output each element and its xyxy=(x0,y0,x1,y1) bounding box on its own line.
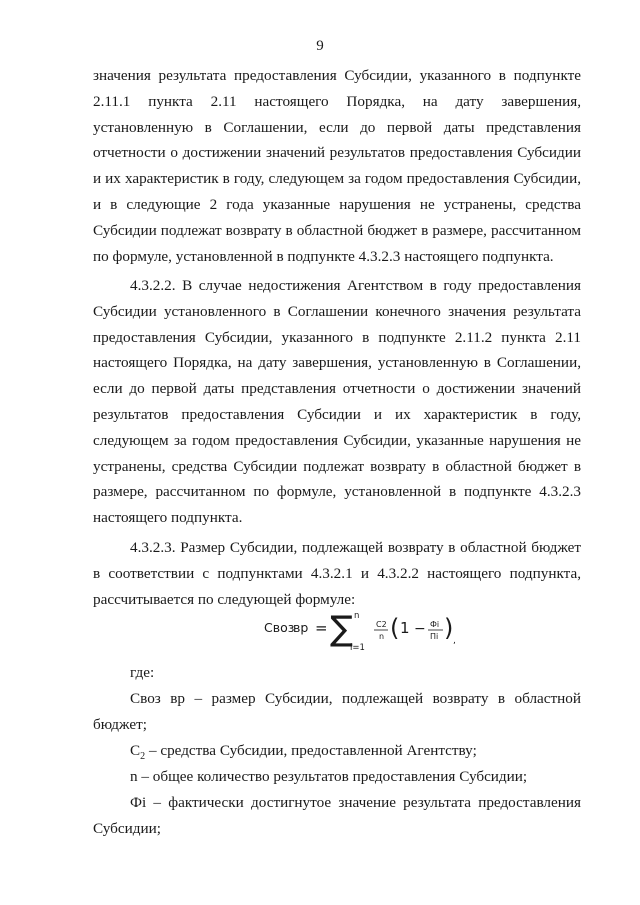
right-paren-icon: ) xyxy=(444,614,454,642)
paragraph-4-3-2-1-continuation: значения результата предоставления Субсидии, указанного в подпункте 2.11.1 пункта 2.11 настоящего Порядка, на дату завершения, установленную в Соглашении, если до первой даты представления отчетности о достижении значений результатов предоставления Субсидии и их характеристик в году, следующем за годом предоставления Субсидии, и в следующие 2 года указанные нарушения не устранены, средства Субсидии подлежат возврату в областной бюджет в размере, рассчитанном по формуле, установленной в подпункте 4.3.2.3 настоящего подпункта. xyxy=(93,67,581,265)
sum-upper-limit: n xyxy=(354,611,360,621)
ratio-numerator: Фi xyxy=(430,620,440,629)
definition-fi: Фi – фактически достигнутое значение результата предоставления Субсидии; xyxy=(93,794,581,837)
formula-lhs: Своз xyxy=(264,620,295,635)
sum-lower-limit: i=1 xyxy=(350,643,365,653)
formula-lhs-suffix: вр xyxy=(293,620,309,635)
definition-c2-text: – средства Субсидии, предоставленной Агентству; xyxy=(145,742,477,759)
formula-equals: = xyxy=(315,619,328,637)
coef-denominator: n xyxy=(379,632,385,641)
left-paren-icon: ( xyxy=(390,614,400,642)
paragraph-4-3-2-2: 4.3.2.2. В случае недостижения Агентством в году предоставления Субсидии установленного в Соглашении конечного значения результата предоставления Субсидии, указанного в подпункте 2.11.2 пункта 2.11 настоящего Порядка, на дату завершения, установленную в Соглашении, если до первой даты представления отчетности о достижении значений результатов предоставления Субсидии и их характеристик в году, следующем за годом предоставления Субсидии, указанные нарушения не устранены, средства Субсидии подлежат возврату в областной бюджет в размере, рассчитанном по формуле, установленной в подпункте 4.3.2.3 настоящего подпункта. xyxy=(93,277,581,527)
definition-svozvr: Своз вр – размер Субсидии, подлежащей возврату в областной бюджет; xyxy=(93,690,581,733)
definition-c2-symbol: С xyxy=(130,742,141,759)
sum-sign-icon: ∑ xyxy=(330,609,353,649)
paragraph-4-3-2-3: 4.3.2.3. Размер Субсидии, подлежащей возврату в областной бюджет в соответствии с подпунктами 4.3.2.1 и 4.3.2.2 настоящего подпункта, рассчитывается по следующей формуле: xyxy=(93,539,581,608)
definition-n: n – общее количество результатов предоставления Субсидии; xyxy=(130,768,528,785)
ratio-denominator: Пi xyxy=(430,632,439,641)
formula-trailing-comma: , xyxy=(453,636,456,646)
return-amount-formula xyxy=(262,606,502,654)
coef-numerator: C2 xyxy=(376,620,387,629)
where-label: где: xyxy=(130,664,155,681)
formula-one: 1 xyxy=(400,619,410,637)
definition-c2-subscript: 2 xyxy=(140,751,146,763)
formula-minus: − xyxy=(414,621,426,637)
page-number: 9 xyxy=(316,38,324,54)
